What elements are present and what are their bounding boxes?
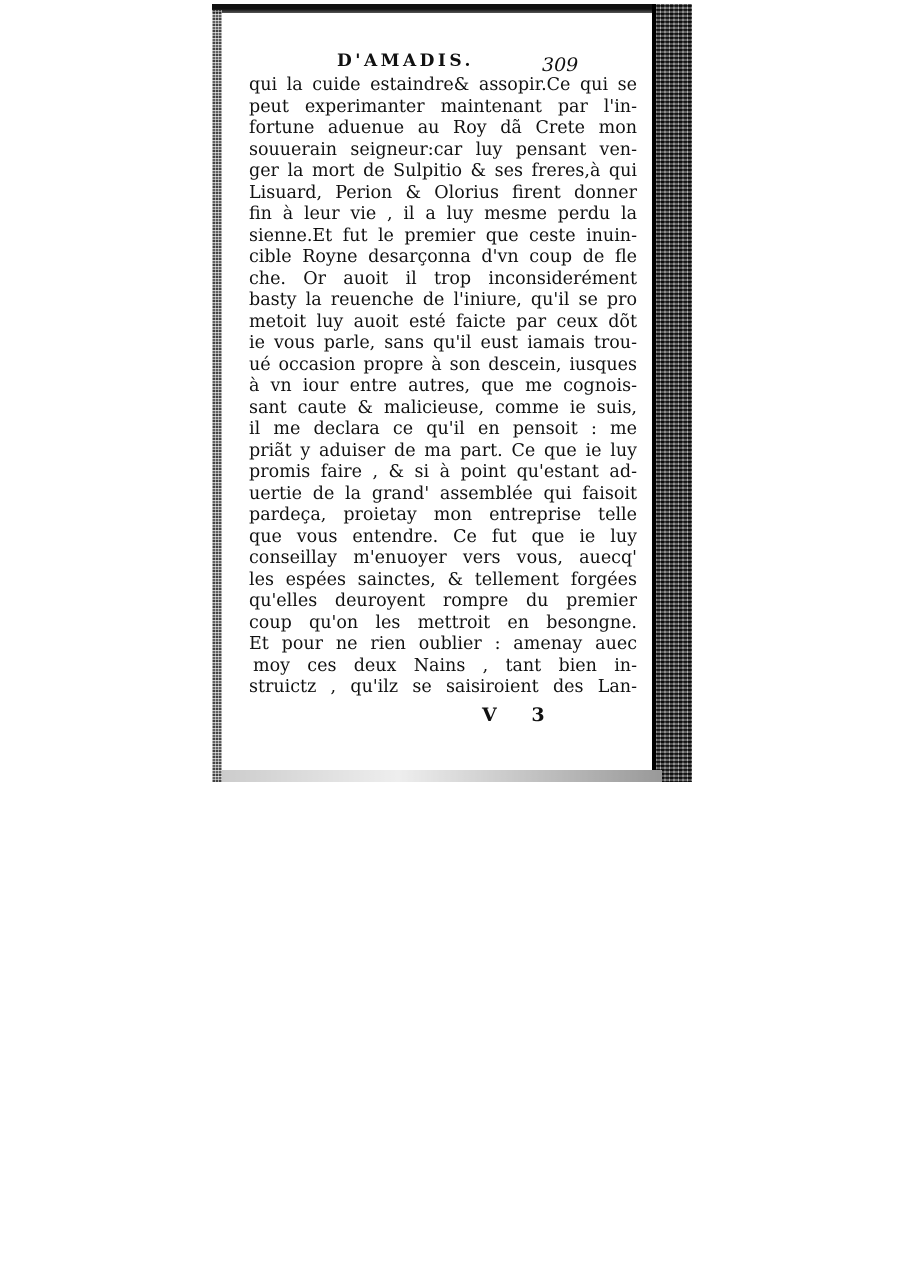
text-line: qu'elles deuroyent rompre du premier bbox=[249, 591, 637, 611]
text-line: sienne.Et fut le premier que ceste inuin- bbox=[249, 225, 637, 246]
text-line: à vn iour entre autres, que me cognois- bbox=[249, 376, 637, 396]
page-right-edge bbox=[652, 4, 692, 782]
text-line: fortune aduenue au Roy dã Crete mon bbox=[249, 118, 637, 138]
signature-mark: V 3 bbox=[482, 704, 559, 726]
text-line: pardeça, proietay mon entreprise telle bbox=[249, 505, 637, 525]
text-line: uertie de la grand' assemblée qui faisoit bbox=[249, 483, 637, 504]
body-text bbox=[249, 75, 637, 699]
text-line: struictz , qu'ilz se saisiroient des Lan- bbox=[249, 677, 637, 697]
text-line: moy ces deux Nains , tant bien in- bbox=[253, 655, 637, 676]
text-line: Et pour ne rien oublier : amenay auec bbox=[249, 634, 637, 654]
text-line: metoit luy auoit esté faicte par ceux dõt bbox=[249, 311, 637, 332]
page-left-binding-edge bbox=[212, 10, 222, 782]
text-line: cible Royne desarçonna d'vn coup de fle bbox=[249, 247, 637, 267]
text-line: basty la reuenche de l'iniure, qu'il se pro bbox=[249, 290, 637, 310]
text-line: coup qu'on les mettroit en besongne. bbox=[249, 612, 637, 633]
page-number: 309 bbox=[542, 54, 579, 76]
text-line: souuerain seigneur:car luy pensant ven- bbox=[249, 139, 637, 160]
text-line: che. Or auoit il trop inconsiderément bbox=[249, 268, 637, 289]
text-line: ué occasion propre à son descein, iusques bbox=[249, 354, 637, 375]
text-line: ger la mort de Sulpitio & ses freres,à qui bbox=[249, 161, 637, 181]
text-line: qui la cuide estaindre& assopir.Ce qui se bbox=[249, 75, 637, 95]
scanned-page bbox=[212, 4, 692, 782]
page-bottom-edge bbox=[222, 770, 662, 782]
text-line: conseillay m'enuoyer vers vous, auecq' bbox=[249, 548, 637, 568]
running-title: D'AMADIS. bbox=[337, 51, 474, 71]
text-line: promis faire , & si à point qu'estant ad- bbox=[249, 462, 637, 482]
text-line: Lisuard, Perion & Olorius firent donner bbox=[249, 182, 637, 203]
text-line: sant caute & malicieuse, comme ie suis, bbox=[249, 397, 637, 418]
text-line: peut experimanter maintenant par l'in- bbox=[249, 96, 637, 117]
text-line: fin à leur vie , il a luy mesme perdu la bbox=[249, 204, 637, 224]
text-line: que vous entendre. Ce fut que ie luy bbox=[249, 526, 637, 547]
text-line: ie vous parle, sans qu'il eust iamais trou- bbox=[249, 333, 637, 353]
text-line: il me declara ce qu'il en pensoit : me bbox=[249, 419, 637, 439]
text-line: priãt y aduiser de ma part. Ce que ie luy bbox=[249, 440, 637, 461]
text-line: les espées sainctes, & tellement forgées bbox=[249, 569, 637, 590]
page-top-edge bbox=[212, 4, 667, 13]
